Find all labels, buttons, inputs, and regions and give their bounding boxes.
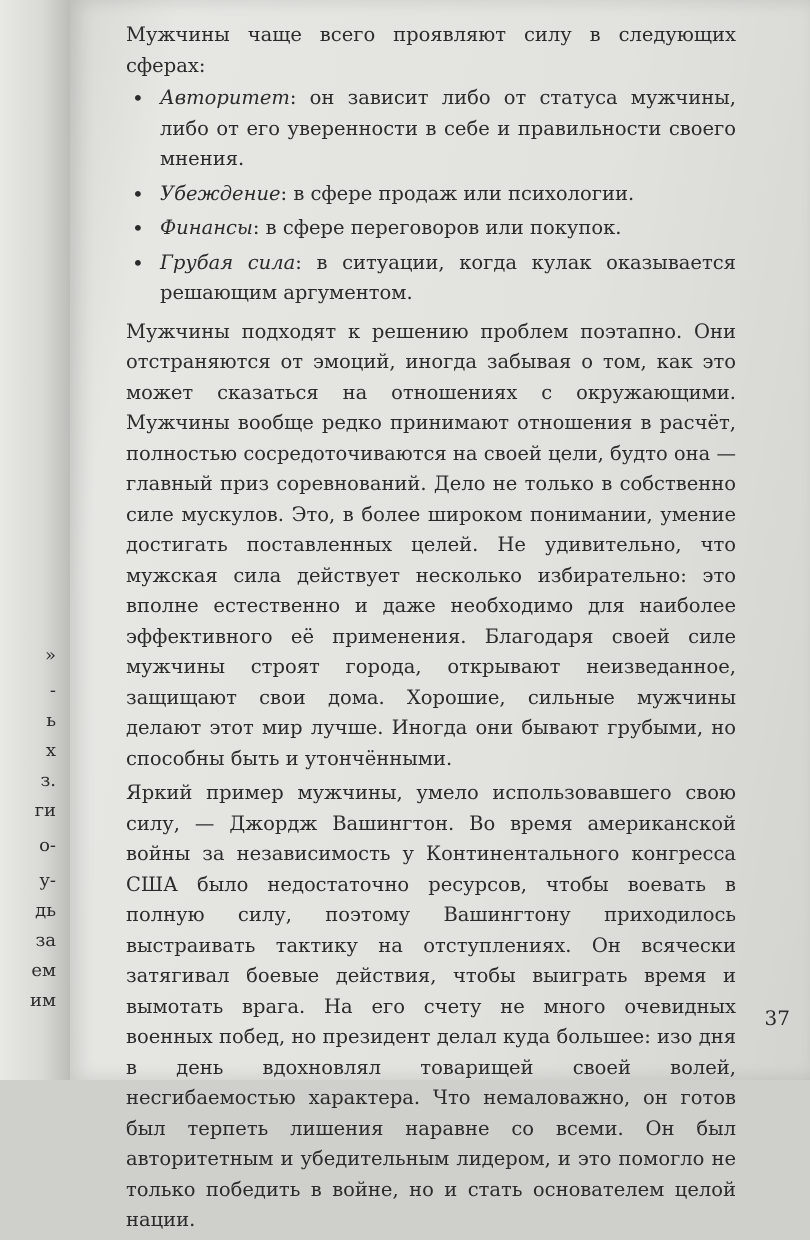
paragraph-washington: Яркий пример мужчины, умело использовавшего свою силу, — Джордж Вашингтон. Во время американской войны за независимость у Континентального конгресса США было недостаточно ресурсов, чтобы воевать в полную силу, поэтому Вашингтону приходилось выстраивать тактику на отступлениях. Он всячески затягивал боевые действия, чтобы выиграть время и вымотать врага. На его счету не много очевидных военных побед, но президент делал куда большее: изо дня в день вдохновлял товарищей своей волей, несгибаемостью характера. Что немаловажно, он готов был терпеть лишения наравне со всеми. Он был авторитетным и убедительным лидером, и это помогло не только победить в войне, но и стать основателем целой нации. [126, 781, 736, 1231]
page-number: 37 [764, 1006, 790, 1030]
bullet-icon: • [132, 216, 144, 240]
list-item-text: : в сфере продаж или психологии. [280, 181, 635, 205]
left-page-fragment: - [49, 680, 56, 701]
left-page-fragment: » [44, 645, 56, 666]
list-item-term: Финансы [160, 216, 253, 239]
left-page-fragment: за [35, 930, 56, 951]
left-page-fragment: ем [31, 960, 56, 981]
page-text [126, 20, 736, 1240]
list-item-term: Убеждение [160, 181, 281, 205]
left-page-fragment: им [30, 990, 56, 1011]
left-page-fragment: з. [40, 770, 56, 791]
left-page-fragment: о- [39, 835, 56, 856]
list-item [126, 179, 736, 210]
list-item [126, 213, 736, 244]
list-item [126, 83, 736, 175]
adjacent-page-edge [0, 0, 70, 1080]
list-item-text: : в сфере переговоров или покупок. [252, 216, 622, 239]
left-page-fragment: у- [39, 870, 56, 891]
left-page-fragment: ги [34, 800, 56, 821]
list-item-text: : он зависит либо от статуса мужчины, либо от его уверенности в себе и правильности своего мнения. [160, 86, 736, 170]
spheres-list [126, 83, 736, 309]
left-page-fragment: ь [46, 710, 56, 731]
bullet-icon: • [132, 181, 144, 206]
list-item-term: Авторитет [160, 86, 290, 109]
paragraph-men-approach: Мужчины подходят к решению проблем поэтапно. Они отстраняются от эмоций, иногда забывая о том, как это может сказаться на отношениях с окружающими. Мужчины вообще редко принимают отношения в расчёт, полностью сосредоточиваются на своей цели, будто она — главный приз соревнований. Дело не только в собственно силе мускулов. Это, в более широком понимании, умение достигать поставленных целей. Не удивительно, что мужская сила действует несколько избирательно: это вполне естественно и даже необходимо для наиболее эффективного её применения. Благодаря своей силе мужчины строят города, открывают неизведанное, защищают свои дома. Хорошие, сильные мужчины делают этот мир лучше. Иногда они бывают грубыми, но способны быть и утончёнными. [126, 319, 736, 770]
list-item [126, 248, 736, 309]
bullet-icon: • [132, 86, 144, 110]
bullet-icon: • [132, 250, 144, 275]
list-item-term: Грубая сила [160, 250, 296, 274]
left-page-fragment: дь [35, 900, 56, 921]
intro-line: Мужчины чаще всего проявляют силу в следующих сферах: [126, 23, 736, 77]
book-page [70, 0, 810, 1231]
list-item-text: : в ситуации, когда кулак оказывается решающим аргументом. [160, 250, 736, 304]
left-page-fragment: х [45, 740, 56, 761]
